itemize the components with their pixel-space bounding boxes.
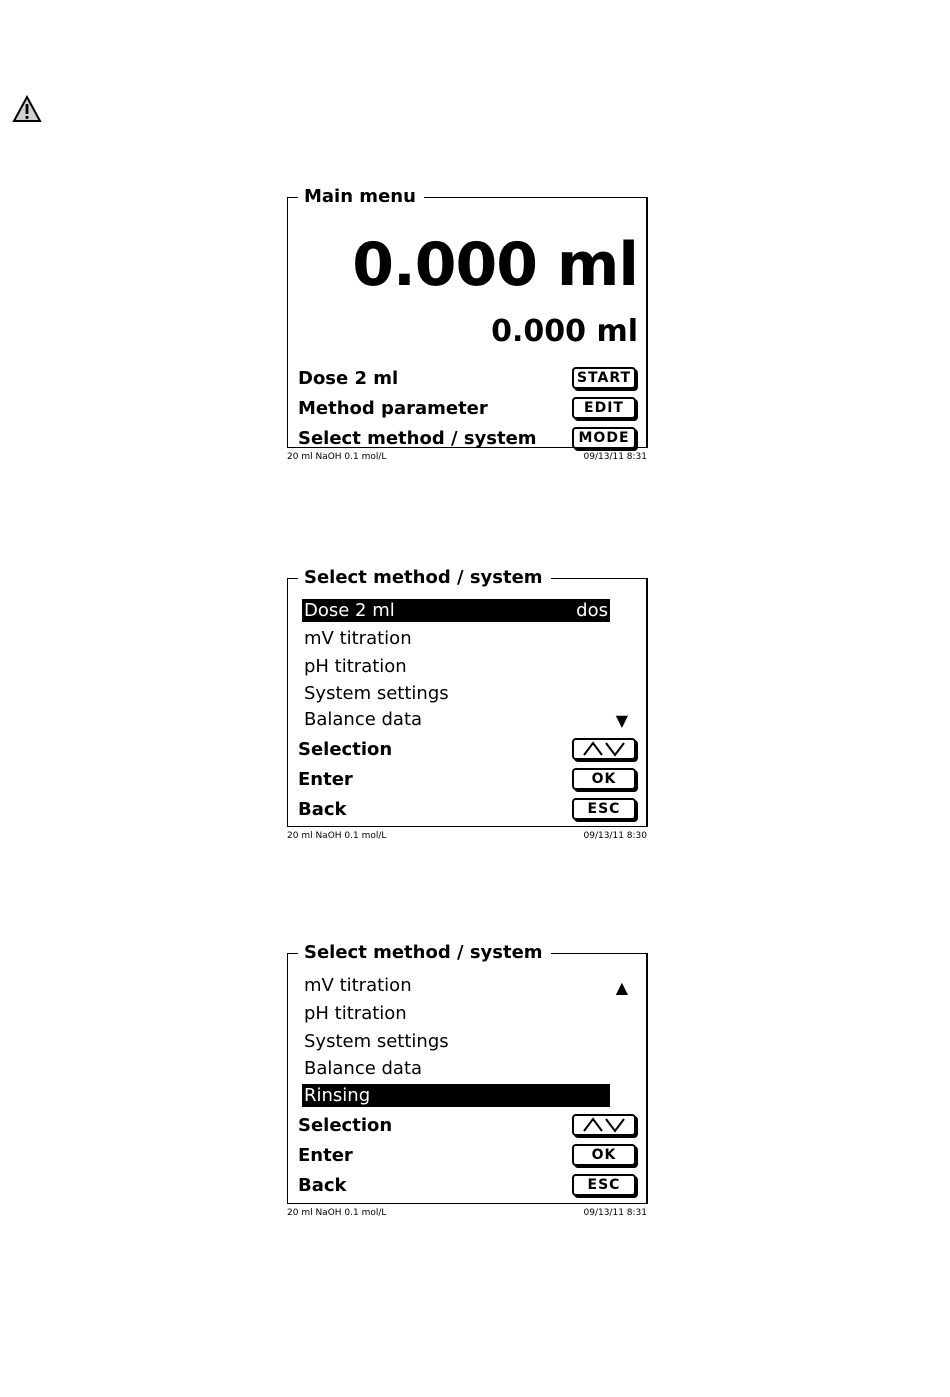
list-item-mv-titration[interactable] — [302, 627, 610, 650]
main-menu-screen — [283, 187, 653, 465]
select-method-frame — [287, 942, 648, 1204]
row-label: Enter — [298, 1144, 353, 1166]
menu-row-enter — [298, 1141, 636, 1169]
up-down-arrows-icon — [578, 1117, 630, 1133]
list-item-system-settings[interactable] — [302, 1030, 610, 1053]
status-bar — [287, 449, 647, 465]
item-label: mV titration — [304, 975, 412, 996]
list-item-dose-2ml[interactable] — [302, 599, 610, 622]
scroll-up-icon: ▲ — [615, 978, 628, 997]
reagent-info: 20 ml NaOH 0.1 mol/L — [287, 452, 387, 462]
item-label: Balance data — [304, 1058, 423, 1079]
item-label: Rinsing — [304, 1085, 371, 1106]
row-label: Selection — [298, 1114, 393, 1136]
row-label: Back — [298, 798, 347, 820]
datetime: 09/13/11 8:30 — [583, 831, 647, 841]
row-label: Method parameter — [298, 397, 488, 419]
item-tag: dos — [576, 600, 608, 621]
menu-row-back — [298, 795, 636, 823]
reagent-info: 20 ml NaOH 0.1 mol/L — [287, 1208, 387, 1218]
primary-volume-display: 0.000 ml — [352, 230, 638, 300]
up-down-button[interactable] — [572, 738, 636, 760]
menu-row-selection — [298, 735, 636, 763]
menu-row-enter — [298, 765, 636, 793]
row-label: Dose 2 ml — [298, 367, 399, 389]
warning-icon — [12, 95, 42, 123]
status-bar — [287, 828, 647, 844]
list-item-balance-data[interactable] — [302, 1057, 610, 1080]
up-down-button[interactable] — [572, 1114, 636, 1136]
menu-row-dose — [298, 364, 636, 392]
screen-title: Select method / system — [298, 941, 551, 965]
menu-row-select-method — [298, 424, 636, 452]
list-item-ph-titration[interactable] — [302, 1002, 610, 1025]
item-label: System settings — [304, 1031, 449, 1052]
mode-button[interactable]: MODE — [572, 427, 636, 449]
screen-title: Main menu — [298, 185, 424, 209]
item-label: pH titration — [304, 656, 407, 677]
list-item-balance-data[interactable] — [302, 708, 610, 731]
item-label: Balance data — [304, 709, 423, 730]
item-label: mV titration — [304, 628, 412, 649]
item-label: pH titration — [304, 1003, 407, 1024]
scroll-down-icon: ▼ — [615, 711, 628, 730]
select-method-screen-1 — [283, 568, 653, 844]
list-item-rinsing[interactable] — [302, 1084, 610, 1107]
main-menu-frame — [287, 186, 648, 449]
select-method-screen-2 — [283, 943, 653, 1221]
datetime: 09/13/11 8:31 — [583, 1208, 647, 1218]
start-button[interactable]: START — [572, 367, 636, 389]
list-item-mv-titration[interactable] — [302, 974, 610, 997]
item-label: Dose 2 ml — [304, 600, 395, 621]
select-method-frame — [287, 567, 648, 827]
row-label: Enter — [298, 768, 353, 790]
list-item-system-settings[interactable] — [302, 682, 610, 705]
reagent-info: 20 ml NaOH 0.1 mol/L — [287, 831, 387, 841]
ok-button[interactable]: OK — [572, 1144, 636, 1166]
menu-row-back — [298, 1171, 636, 1199]
datetime: 09/13/11 8:31 — [583, 452, 647, 462]
esc-button[interactable]: ESC — [572, 1174, 636, 1196]
status-bar — [287, 1205, 647, 1221]
edit-button[interactable]: EDIT — [572, 397, 636, 419]
row-label: Select method / system — [298, 427, 537, 449]
ok-button[interactable]: OK — [572, 768, 636, 790]
up-down-arrows-icon — [578, 741, 630, 757]
item-label: System settings — [304, 683, 449, 704]
menu-row-selection — [298, 1111, 636, 1139]
row-label: Selection — [298, 738, 393, 760]
menu-row-method-parameter — [298, 394, 636, 422]
secondary-volume-display: 0.000 ml — [491, 314, 638, 349]
screen-title: Select method / system — [298, 566, 551, 590]
row-label: Back — [298, 1174, 347, 1196]
list-item-ph-titration[interactable] — [302, 655, 610, 678]
esc-button[interactable]: ESC — [572, 798, 636, 820]
